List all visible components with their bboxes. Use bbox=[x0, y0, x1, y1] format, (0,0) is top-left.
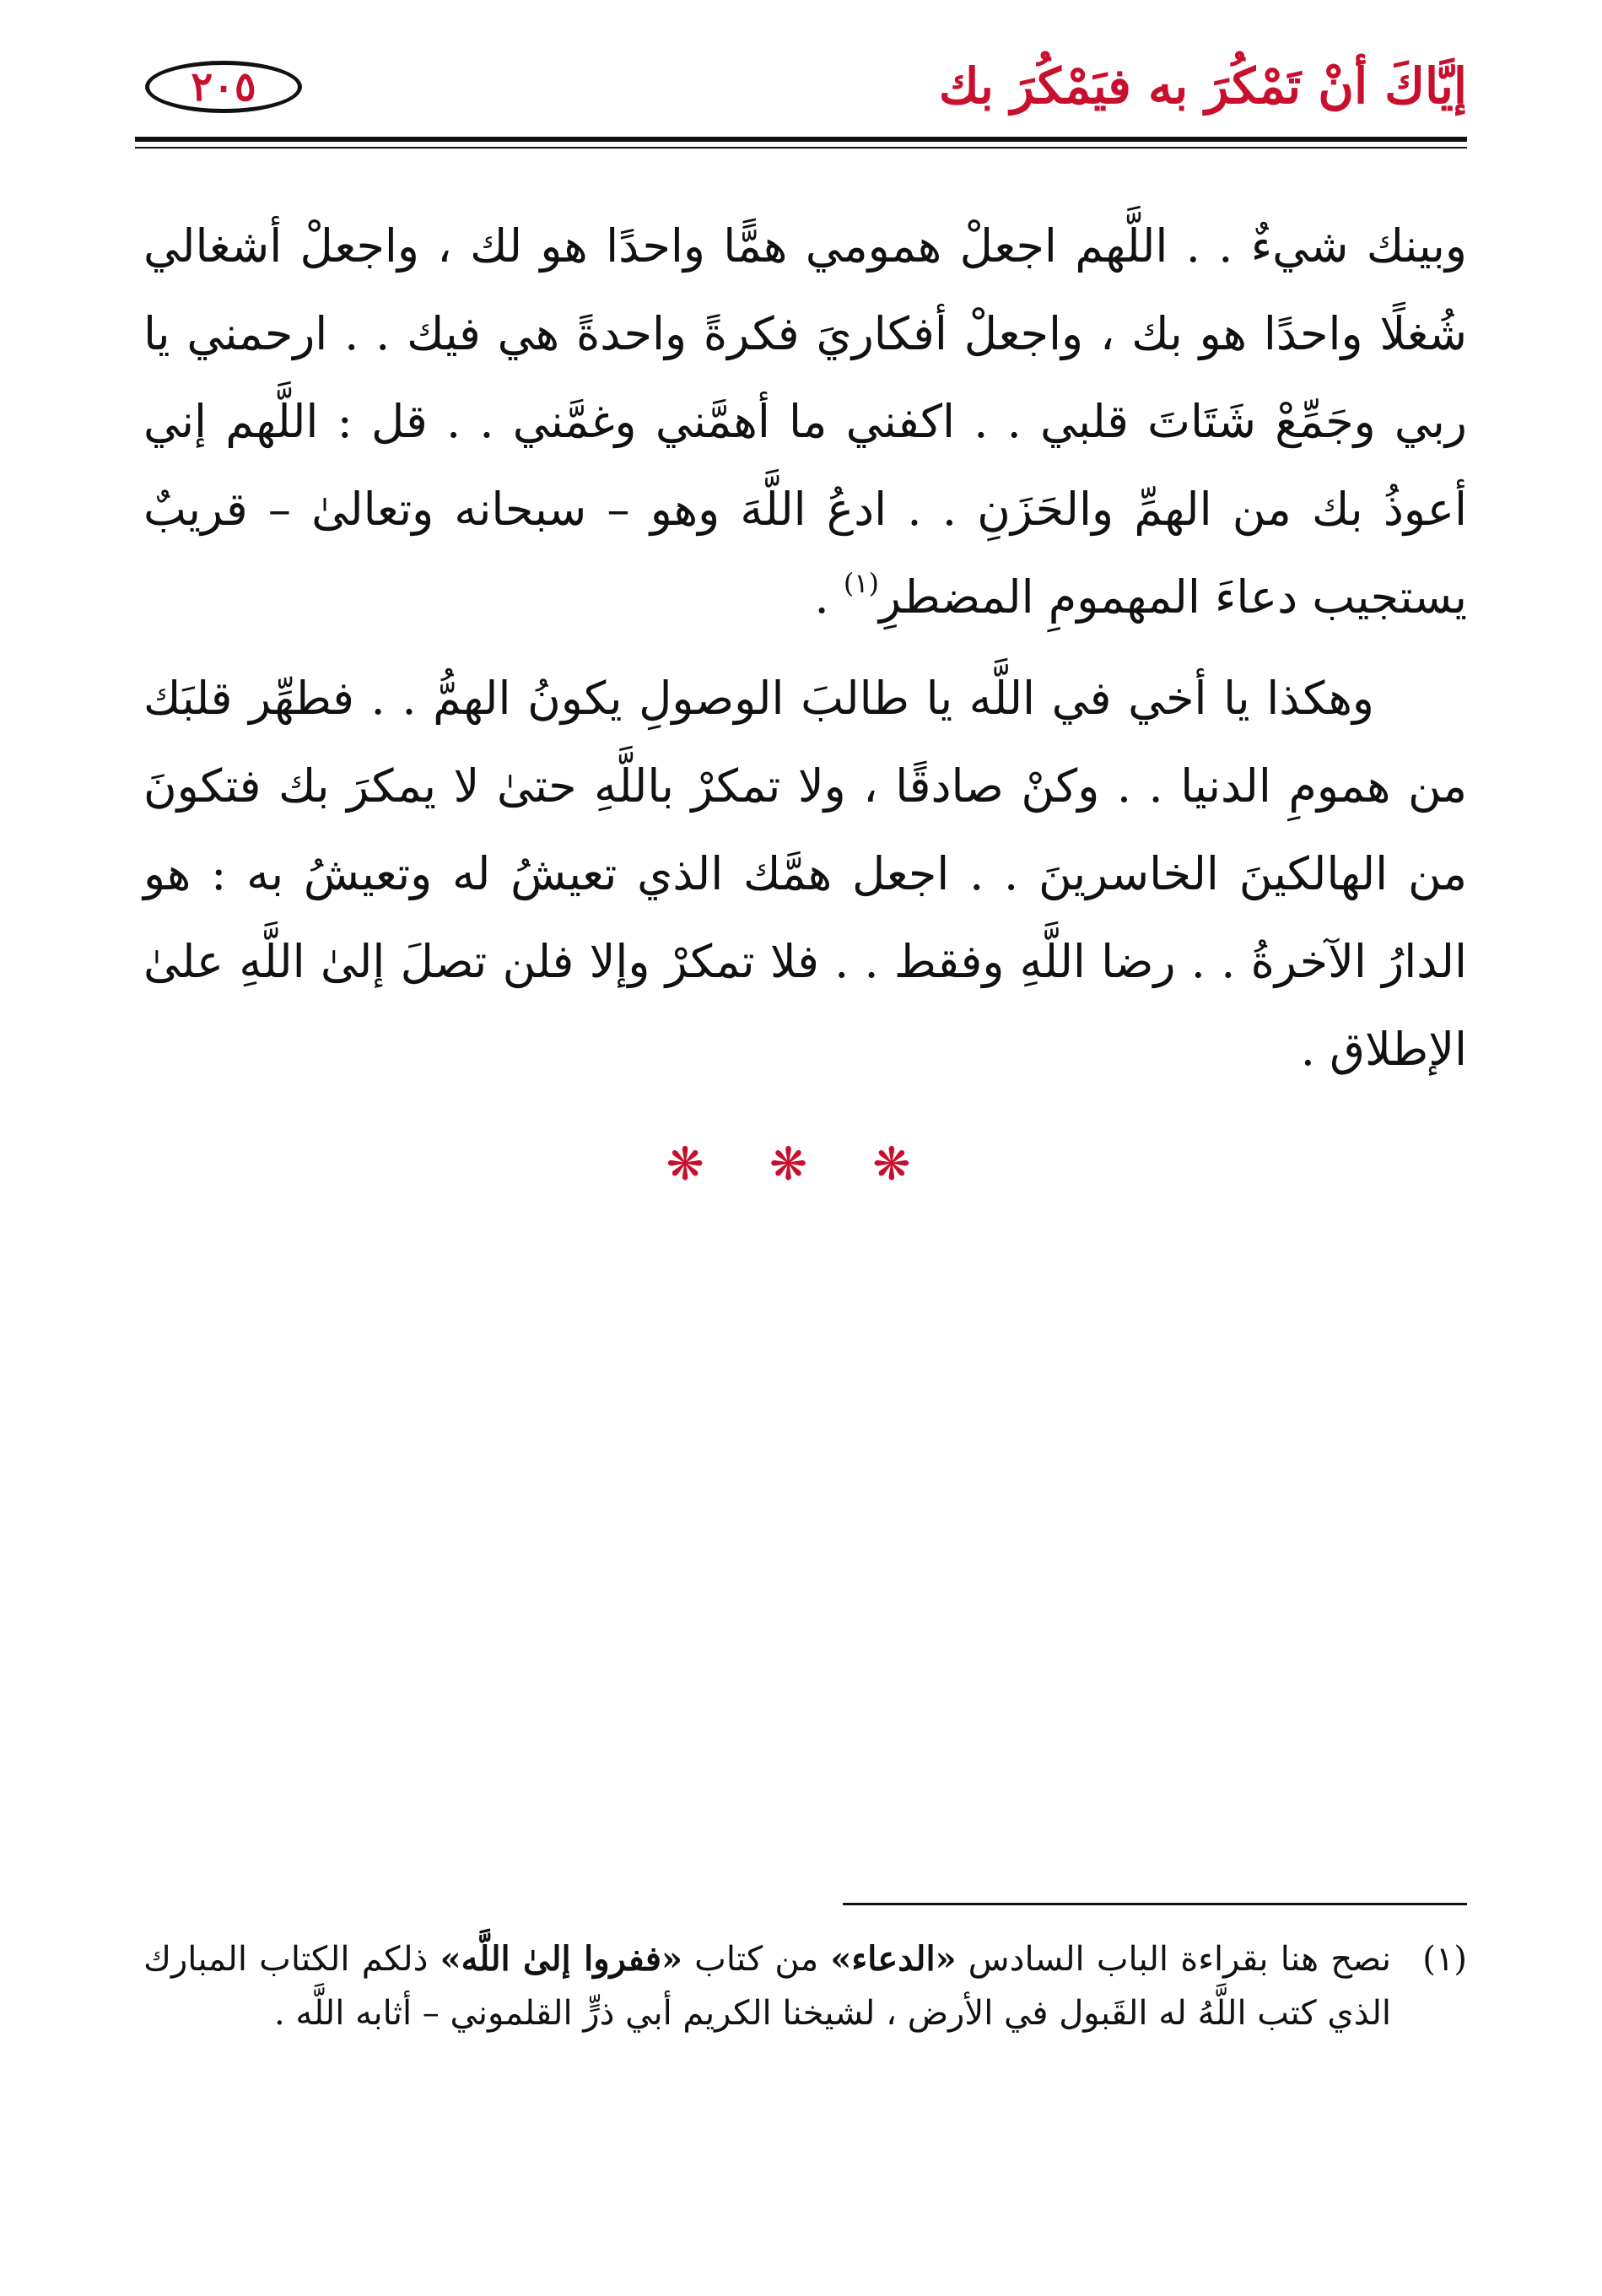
footnote-reference[interactable]: (١) bbox=[843, 567, 879, 599]
footnote-text-part-1: نصح هنا بقراءة الباب السادس bbox=[956, 1940, 1391, 1979]
footnote-marker: (١) bbox=[1422, 1940, 1467, 1979]
page-number: ٢٠٥ bbox=[145, 61, 302, 113]
paragraph-1-text: وبينك شيءٌ . . اللَّهم اجعلْ همومي همًّا واحدًا هو لك ، واجعلْ أشغالي شُغلًا واحدًا هو بك ، واجعلْ أفكاريَ فكرةً واحدةً هي فيك . . ارحمني يا ربي وجَمِّعْ شَتَاتَ قلبي . . اكفني ما أهمَّني وغمَّني . . قل : اللَّهم إني أعوذُ بك من الهمِّ والحَزَنِ . . ادعُ اللَّهَ وهو – سبحانه وتعالىٰ – قريبٌ يستجيب دعاءَ المهمومِ المضطرِ bbox=[143, 219, 1467, 624]
footnote-bold-chapter: «الدعاء» bbox=[830, 1939, 957, 1979]
header-rule-thin bbox=[135, 147, 1467, 149]
footnote bbox=[143, 1932, 1467, 2040]
footnote-rule bbox=[843, 1903, 1467, 1905]
paragraph-1 bbox=[143, 203, 1467, 641]
footnote-text-part-2: من كتاب bbox=[682, 1940, 831, 1979]
footnote-text bbox=[143, 1932, 1467, 2040]
running-title: إيَّاكَ أنْ تَمْكُرَ به فيَمْكُرَ بك bbox=[938, 57, 1467, 115]
section-separator-asterisks: ❋ ❋ ❋ bbox=[666, 1137, 936, 1191]
footnote-text-part-3: ذلكم الكتاب المبارك الذي كتب اللَّهُ له القَبول في الأرض ، لشيخنا الكريم أبي ذرٍّ القلموني – أثابه اللَّه . bbox=[143, 1940, 1391, 2033]
header-rule-thick bbox=[135, 137, 1467, 142]
page-header bbox=[135, 51, 1467, 127]
body-text bbox=[143, 203, 1467, 1094]
paragraph-2: وهكذا يا أخي في اللَّه يا طالبَ الوصولِ يكونُ الهمُّ . . فطهِّر قلبَك من همومِ الدنيا . . وكنْ صادقًا ، ولا تمكرْ باللَّهِ حتىٰ لا يمكرَ بك فتكونَ من الهالكينَ الخاسرينَ . . اجعل همَّك الذي تعيشُ له وتعيشُ به : هو الدارُ الآخرةُ . . رضا اللَّهِ وفقط . . فلا تمكرْ وإلا فلن تصلَ إلىٰ اللَّهِ علىٰ الإطلاق . bbox=[143, 672, 1467, 1076]
paragraph-1-end: . bbox=[814, 570, 844, 624]
footnote-bold-book-title: «ففروا إلىٰ اللَّه» bbox=[440, 1939, 682, 1979]
